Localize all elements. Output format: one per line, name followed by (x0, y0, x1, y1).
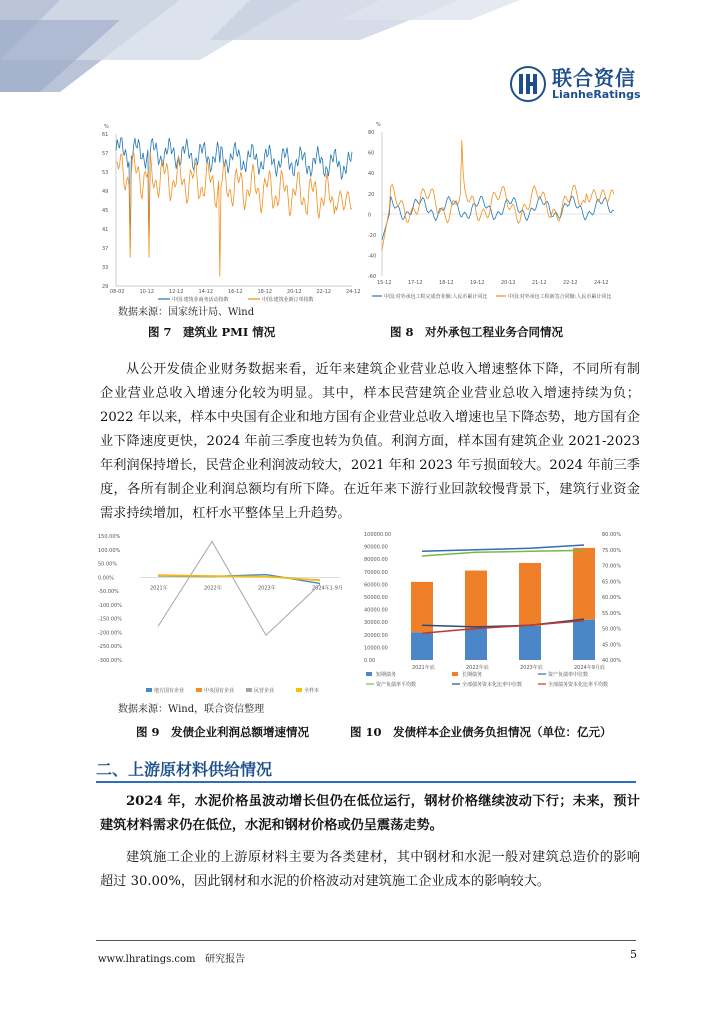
fig7-xtick: 24-12 (346, 289, 360, 295)
fig8-legend-2: 中国:对外承包工程新签合同额:人民币累计同比 (508, 294, 612, 300)
fig9-legend-1: 中央国有企业 (204, 688, 235, 694)
fig7-ytick: 33 (102, 265, 109, 271)
fig10-ytick-left: 100000.00 (364, 532, 392, 538)
fig9-ytick: -200.00% (98, 630, 123, 637)
fig9-xtick: 2023年 (258, 585, 276, 592)
fig10-ytick-right: 75.00% (602, 547, 622, 554)
fig10-bar-short (411, 632, 433, 660)
figure10-svg (362, 528, 630, 700)
fig8-xtick: 19-12 (470, 280, 485, 286)
fig8-series-contracts (382, 140, 614, 250)
fig10-ytick-left: 30000.00 (364, 620, 388, 627)
fig9-xtick: 2022年 (204, 585, 222, 592)
fig10-legend-0: 短期债务 (376, 672, 397, 678)
figure10-caption: 图 10 发债样本企业债务负担情况（单位：亿元） (350, 725, 612, 739)
logo-name-en: LianheRatings (552, 87, 641, 101)
fig8-xtick: 21-12 (532, 280, 547, 286)
fig10-ytick-left: 40000.00 (364, 607, 388, 614)
fig10-ytick-left: 20000.00 (364, 632, 388, 639)
fig8-ytick: -40 (368, 253, 377, 260)
figure8-caption: 图 8 对外承包工程业务合同情况 (390, 325, 564, 339)
fig9-ytick: -100.00% (98, 602, 123, 609)
fig7-ytick: 61 (102, 132, 109, 138)
fig7-xtick: 18-12 (257, 289, 273, 295)
fig8-series-revenue (382, 196, 614, 240)
fig9-ytick: -150.00% (98, 616, 123, 623)
fig10-xtick: 2021年底 (412, 665, 435, 671)
fig8-xtick: 22-12 (563, 280, 578, 286)
fig10-xtick: 2023年底 (520, 665, 543, 671)
figure8-svg (368, 118, 620, 308)
figure7-caption: 图 7 建筑业 PMI 情况 (148, 325, 276, 339)
fig7-ytick: 29 (102, 284, 109, 290)
fig10-legend-3: 资产负债率平均数 (376, 682, 417, 688)
fig9-ytick: -50.00% (98, 589, 119, 596)
figure9-caption: 图 9 发债企业利润总额增速情况 (136, 725, 310, 739)
footer-label: 研究报告 (205, 954, 246, 965)
company-logo (510, 66, 641, 102)
footer-divider (96, 940, 636, 941)
fig9-ytick: -300.00% (98, 658, 123, 664)
fig7-legend-2: 中国:建筑业新订单指数 (262, 297, 314, 303)
fig7-series-orders (116, 152, 352, 276)
fig7-legend-1: 中国:建筑业商务活动指数 (172, 297, 229, 303)
fig8-xtick: 15-12 (377, 280, 392, 286)
fig8-xtick: 20-12 (501, 280, 516, 286)
fig9-legend-3: 全样本 (304, 688, 320, 694)
lh-logo-icon (510, 66, 546, 102)
fig10-ytick-left: 0.00 (364, 658, 376, 664)
fig10-ytick-right: 70.00% (602, 563, 622, 570)
fig10-legend-5: 全部债务资本化比率平均数 (548, 682, 609, 688)
figure9-10-source: 数据来源：Wind，联合资信整理 (118, 704, 265, 715)
fig10-bar-short (519, 626, 541, 660)
body-paragraph-2 (100, 846, 640, 894)
fig10-ytick-right: 60.00% (602, 595, 622, 601)
fig9-xtick: 2021年 (150, 585, 168, 592)
fig9-ytick: 150.00% (98, 534, 121, 540)
fig8-ytick: 20 (368, 191, 375, 198)
fig10-bar-short (573, 620, 595, 660)
fig8-ytick: -20 (368, 233, 377, 239)
fig10-ytick-right: 65.00% (602, 579, 622, 586)
fig10-bar-short (465, 629, 487, 661)
fig7-ytick: 57 (102, 151, 109, 157)
fig8-xtick: 17-12 (408, 280, 423, 286)
fig8-ylabel: % (376, 122, 381, 128)
fig9-ytick: -250.00% (98, 644, 123, 651)
fig7-xtick: 10-12 (139, 289, 155, 295)
fig10-legend-1: 长期债务 (462, 672, 483, 678)
fig7-ytick: 53 (102, 170, 109, 176)
fig10-ytick-right: 50.00% (602, 626, 622, 633)
figure10-chart (362, 528, 630, 700)
figure8-chart (368, 118, 620, 308)
fig9-legend-2: 民营企业 (254, 688, 275, 694)
fig7-xtick: 22-12 (316, 289, 332, 295)
summary-text: 2024 年，水泥价格虽波动增长但仍在低位运行，钢材价格继续波动下行；未来，预计建筑材料需求仍在低位，水泥和钢材价格或仍呈震荡走势。 (100, 794, 640, 833)
fig8-ytick: 60 (368, 150, 375, 157)
paragraph-1-text: 从公开发债企业财务数据来看，近年来建筑企业营业总收入增速整体下降，不同所有制企业营业总收入增速分化较为明显。其中，样本民营建筑企业营业总收入增速持续为负；2022 年以来，样本中央国有企业和地方国有企业营业总收入增速也呈下降态势，地方国有企业下降速度更快，2024 年前三季度也转为负值。利润方面，样本国有建筑企业 2021-2023 年利润保持增长，民营企业利润波动较大，2021 年和 2023 年亏损面较大。2024 年前三季度，各所有制企业利润总额均有所下降。在近年来下游行业回款较慢背景下，建筑行业资金需求持续增加，杠杆水平整体呈上升趋势。 (100, 362, 640, 521)
footer-left (98, 950, 245, 965)
body-paragraph-1 (100, 358, 640, 526)
fig10-ytick-left: 90000.00 (364, 544, 388, 551)
fig10-ytick-left: 60000.00 (364, 582, 388, 589)
fig9-legend-0: 地方国有企业 (154, 688, 185, 694)
fig9-xtick: 2024年1-9月 (312, 585, 343, 592)
fig8-xtick: 24-12 (594, 280, 609, 286)
fig9-ytick: 100.00% (98, 547, 121, 554)
fig9-ytick: 0.00% (98, 575, 114, 582)
figure7-svg (98, 118, 360, 318)
fig10-ytick-left: 10000.00 (364, 645, 388, 652)
fig10-bar-long (465, 571, 487, 629)
fig8-ytick: -60 (368, 274, 377, 281)
section-divider (96, 781, 636, 783)
fig10-line-5 (422, 621, 584, 634)
figure7-chart (98, 118, 360, 318)
fig8-ytick: 80 (368, 130, 375, 136)
fig10-bar-long (411, 582, 433, 632)
fig10-ytick-left: 50000.00 (364, 595, 388, 601)
fig10-legend-4: 全部债务资本化比率中位数 (462, 682, 523, 688)
fig8-legend-1: 中国:对外承包工程完成营业额:人民币累计同比 (384, 294, 488, 300)
fig10-bar-long (519, 563, 541, 626)
fig8-ytick: 40 (368, 171, 375, 178)
logo-name-cn: 联合资信 (552, 65, 636, 90)
summary-paragraph (100, 790, 640, 838)
fig7-ylabel: % (104, 124, 109, 130)
fig7-xtick: 16-12 (228, 289, 243, 295)
fig10-xtick: 2024年9月底 (574, 665, 605, 671)
fig7-xtick: 08-02 (110, 289, 125, 295)
fig10-ytick-right: 45.00% (602, 642, 622, 649)
fig10-ytick-left: 70000.00 (364, 569, 388, 576)
figure9-svg (98, 528, 360, 700)
fig8-xtick: 18-12 (439, 280, 454, 286)
fig7-ytick: 37 (102, 246, 109, 252)
figure7-source: 数据来源：国家统计局、Wind (118, 307, 255, 318)
figure9-chart (98, 528, 360, 700)
paragraph-2-text: 建筑施工企业的上游原材料主要为各类建材，其中钢材和水泥一般对建筑总造价的影响超过 30.00%，因此钢材和水泥的价格波动对建筑施工企业成本的影响较大。 (100, 850, 640, 889)
fig7-ytick: 45 (102, 208, 109, 214)
footer-website[interactable]: www.lhratings.com (98, 954, 196, 965)
fig9-ytick: 50.00% (98, 561, 118, 568)
page-number: 5 (630, 948, 637, 961)
fig10-xtick: 2022年底 (466, 665, 489, 671)
fig10-bar-long (573, 548, 595, 620)
fig7-ytick: 41 (102, 227, 109, 233)
fig8-ytick: 0 (368, 212, 372, 219)
fig10-legend-2: 资产负债率中位数 (548, 672, 589, 678)
section-title: 二、上游原材料供给情况 (96, 760, 273, 779)
fig10-ytick-right: 80.00% (602, 532, 622, 538)
fig7-xtick: 20-12 (287, 289, 302, 295)
fig7-xtick: 12-12 (169, 289, 184, 295)
fig10-ytick-right: 40.00% (602, 658, 622, 664)
fig7-xtick: 14-12 (198, 289, 214, 295)
fig10-ytick-left: 80000.00 (364, 557, 388, 564)
fig9-series-2 (158, 542, 320, 636)
fig7-ytick: 49 (102, 189, 109, 195)
fig10-ytick-right: 55.00% (602, 610, 622, 617)
